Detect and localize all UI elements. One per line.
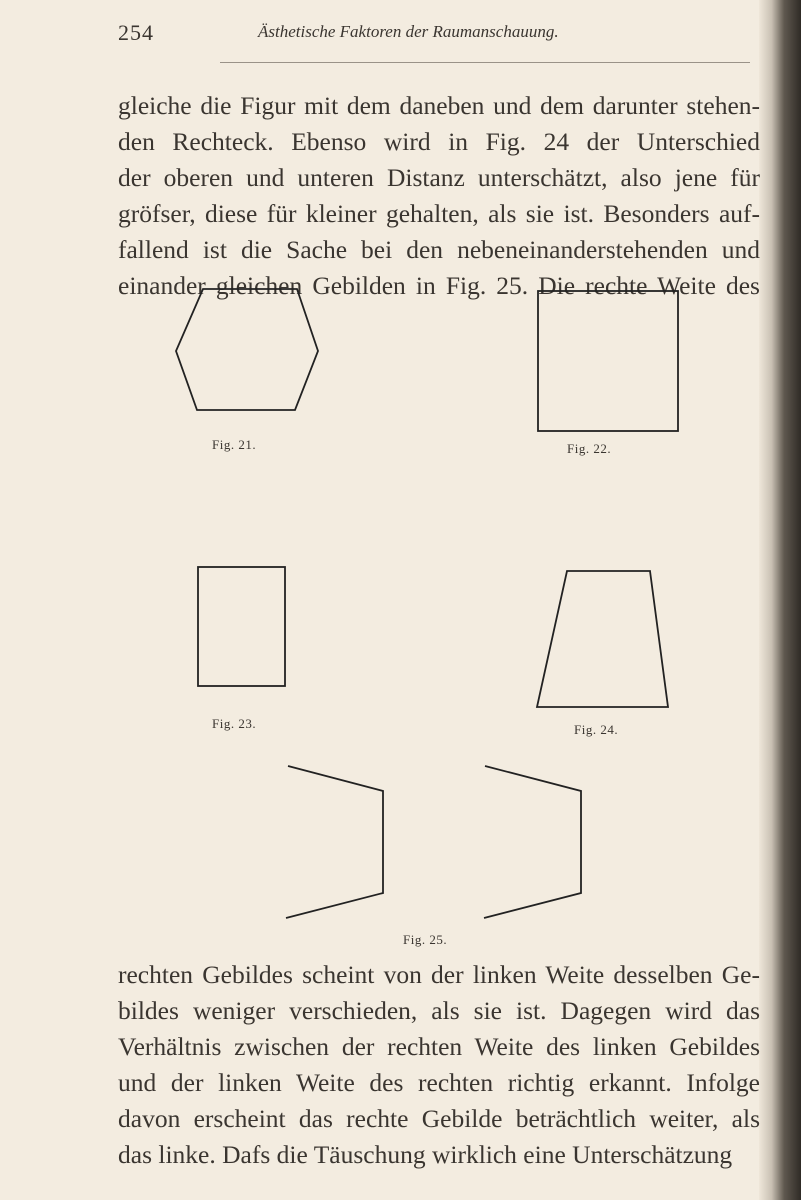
text-line: einander gleichen Gebilden in Fig. 25. Die rechte Weite des: [118, 271, 760, 300]
fig21-caption: Fig. 21.: [212, 437, 257, 452]
text-line: rechten Gebildes scheint von der linken Weite desselben Ge-: [118, 960, 760, 989]
fig23-caption: Fig. 23.: [212, 716, 257, 731]
fig25-right-bracket: [484, 766, 581, 918]
text-line: gleiche die Figur mit dem daneben und dem darunter stehen-: [118, 91, 760, 120]
running-head-title: Ästhetische Faktoren der Raumanschauung.: [258, 22, 559, 41]
fig21-hexagon: [176, 289, 318, 410]
text-line: fallend ist die Sache bei den nebeneinanderstehenden und: [118, 235, 760, 264]
text-line: den Rechteck. Ebenso wird in Fig. 24 der Unterschied: [118, 127, 760, 156]
text-line: bildes weniger verschieden, als sie ist. Dagegen wird das: [118, 996, 760, 1025]
fig23-rectangle: [198, 567, 285, 686]
fig25-caption: Fig. 25.: [403, 932, 448, 947]
text-line: das linke. Dafs die Täuschung wirklich eine Unterschätzung: [118, 1140, 733, 1169]
fig25-left-bracket: [286, 766, 383, 918]
fig22-caption: Fig. 22.: [567, 441, 612, 456]
paragraph-bottom: [118, 957, 760, 1173]
fig22-rectangle: [538, 291, 678, 431]
fig24-trapezoid: [537, 571, 668, 707]
text-line: Verhältnis zwischen der rechten Weite des linken Gebildes: [118, 1032, 760, 1061]
page-number: 254: [118, 20, 154, 45]
fig24-caption: Fig. 24.: [574, 722, 619, 737]
text-line: der oberen und unteren Distanz unterschätzt, also jene für: [118, 163, 760, 192]
text-line: gröfser, diese für kleiner gehalten, als sie ist. Besonders auf-: [118, 199, 760, 228]
text-line: davon erscheint das rechte Gebilde beträchtlich weiter, als: [118, 1104, 760, 1133]
text-line: und der linken Weite des rechten richtig erkannt. Infolge: [118, 1068, 760, 1097]
